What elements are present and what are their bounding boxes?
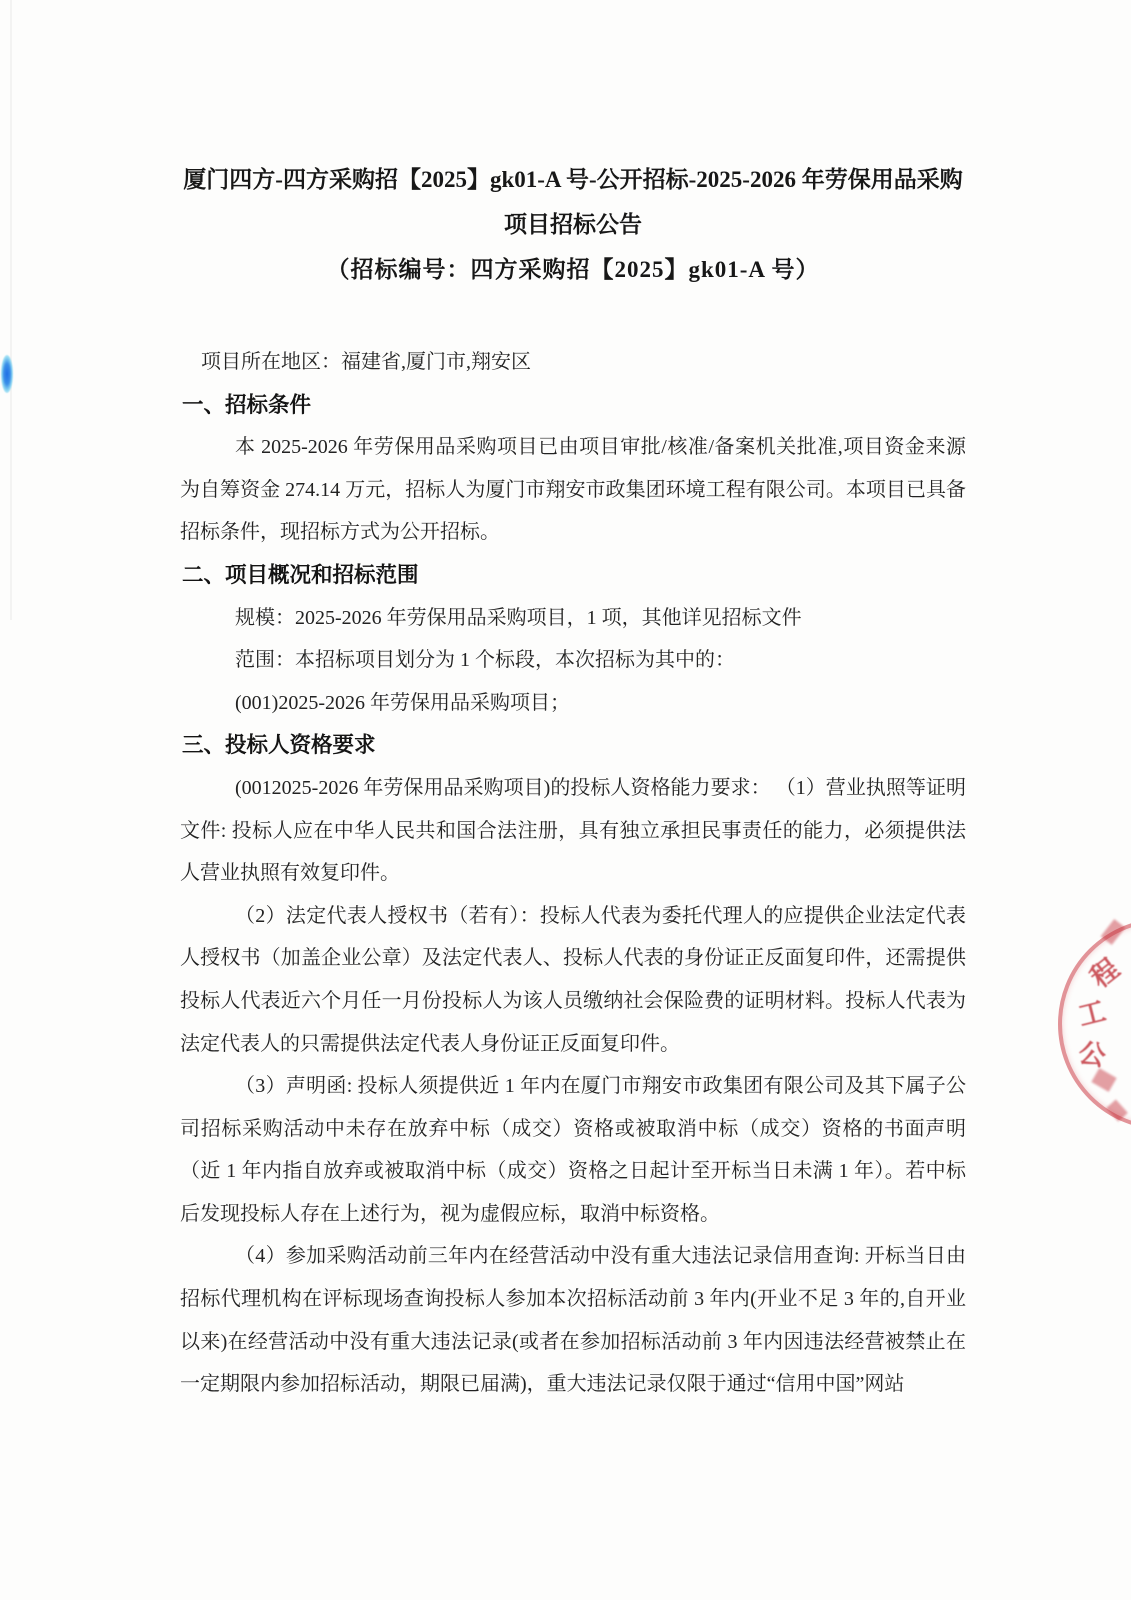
section-2-heading: 二、项目概况和招标范围 [182,562,419,587]
seal-character: 公 [1076,1037,1108,1073]
section-1-paragraph: 本 2025-2026 年劳保用品采购项目已由项目审批/核准/备案机关批准,项目资金来源为自筹资金 274.14 万元，招标人为厦门市翔安市政集团环境工程有限公司。本项目已具备招标条件，现招标方式为公开招标。 [180,436,966,544]
tender-number-line: （招标编号：四方采购招【2025】gk01-A 号） [326,257,820,282]
scan-artifact-line [10,0,12,620]
document-title-line2: 项目招标公告 [504,212,642,237]
section-2-paragraph-lot: (001)2025-2026 年劳保用品采购项目； [235,691,570,714]
document-title-line1: 厦门四方-四方采购招【2025】gk01-A 号-公开招标-2025-2026 年劳保用品采购 [183,167,963,192]
section-3-paragraph-2: （2）法定代表人授权书（若有）：投标人代表为委托代理人的应提供企业法定代表人授权书（加盖企业公章）及法定代表人、投标人代表的身份证正反面复印件，还需提供投标人代表近六个月任一月份投标人为该人员缴纳社会保险费的证明材料。投标人代表为法定代表人的只需提供法定代表人身份证正反面复印件。 [180,904,966,1055]
section-1-heading: 一、招标条件 [182,392,312,417]
seal-character: 程 [1085,953,1125,994]
section-3-paragraph-3: （3）声明函: 投标人须提供近 1 年内在厦门市翔安市政集团有限公司及其下属子公司招标采购活动中未存在放弃中标（成交）资格或被取消中标（成交）资格的书面声明（近 1 年内指自放弃或被取消中标（成交）资格之日起计至开标当日未满 1 年）。若中标后发现投标人存在上述行为，视为虚假应标，取消中标资格。 [180,1075,966,1225]
project-location-line: 项目所在地区：福建省,厦门市,翔安区 [201,351,531,373]
seal-character: 工 [1075,996,1109,1032]
document-title-block [173,157,973,292]
section-3-paragraph-4: （4）参加采购活动前三年内在经营活动中没有重大违法记录信用查询: 开标当日由招标代理机构在评标现场查询投标人参加本次招标活动前 3 年内(开业不足 3 年的,自开业以来)在经营活动中没有重大违法记录(或者在参加招标活动前 3 年内因违法经营被禁止在一定期限内参加招标活动，期限已届满)，重大违法记录仅限于通过“信用中国”网站 [180,1245,966,1396]
section-2-paragraph-scope: 范围：本招标项目划分为 1 个标段，本次招标为其中的： [235,649,735,672]
section-3-paragraph-1: (0012025-2026 年劳保用品采购项目)的投标人资格能力要求： （1）营业执照等证明文件: 投标人应在中华人民共和国合法注册，具有独立承担民事责任的能力，必须提供法人营业执照有效复印件。 [180,776,966,885]
document-body [180,341,966,1406]
blue-ink-smudge [1,355,13,393]
section-3-heading: 三、投标人资格要求 [182,733,376,758]
section-2-paragraph-scale: 规模：2025-2026 年劳保用品采购项目，1 项，其他详见招标文件 [235,606,802,629]
